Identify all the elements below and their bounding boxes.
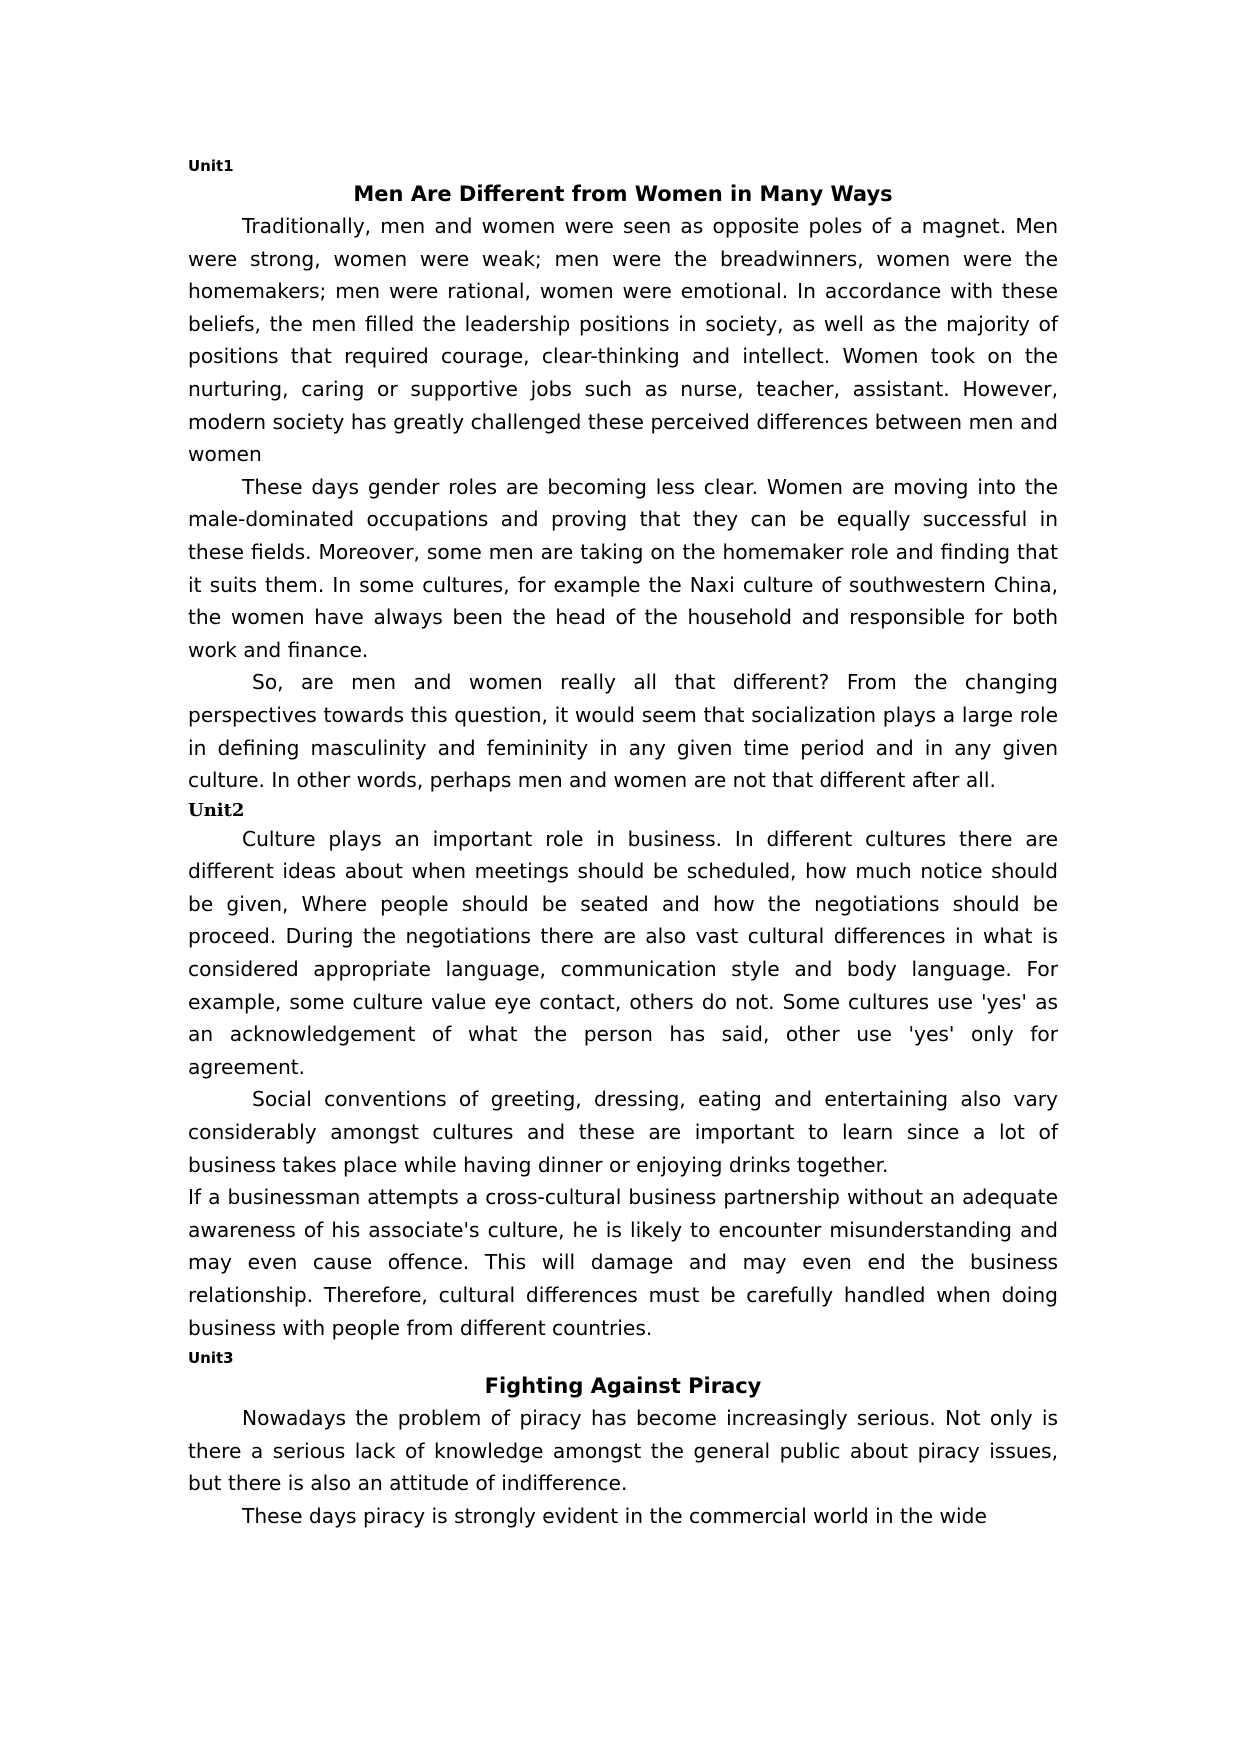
unit-label: Unit3 [188, 1349, 234, 1368]
document-page [188, 156, 1058, 1533]
paragraph: These days piracy is strongly evident in the commercial world in the wide [242, 1503, 987, 1528]
paragraph: If a businessman attempts a cross-cultural business partnership without an adequate awareness of his associate's culture, he is likely to encounter misunderstanding and may even cause offence. This will damage and may even end the business relationship. Therefore, cultural differences must be carefully handled when doing business with people from different countries. [188, 1185, 1058, 1340]
paragraph: Social conventions of greeting, dressing, eating and entertaining also vary considerably amongst cultures and these are important to learn since a lot of business takes place while having dinner or enjoying drinks together. [188, 1087, 1058, 1177]
unit-label: Unit1 [188, 157, 234, 175]
paragraph: Nowadays the problem of piracy has become increasingly serious. Not only is there a serious lack of knowledge amongst the general public about piracy issues, but there is also an attitude of indifference. [188, 1406, 1058, 1496]
paragraph: Traditionally, men and women were seen as opposite poles of a magnet. Men were strong, women were weak; men were the breadwinners, women were the homemakers; men were rational, women were emotional. In accordance with these beliefs, the men filled the leadership positions in society, as well as the majority of positions that required courage, clear-thinking and intellect. Women took on the nurturing, caring or supportive jobs such as nurse, teacher, assistant. However, modern society has greatly challenged these perceived differences between men and women [188, 214, 1058, 467]
article-title: Men Are Different from Women in Many Ways [353, 182, 893, 206]
unit-label: Unit2 [188, 799, 245, 821]
paragraph: So, are men and women really all that different? From the changing perspectives towards this question, it would seem that socialization plays a large role in defining masculinity and femininity in any given time period and in any given culture. In other words, perhaps men and women are not that different after all. [188, 670, 1058, 793]
article-title: Fighting Against Piracy [484, 1374, 762, 1399]
paragraph: Culture plays an important role in business. In different cultures there are different ideas about when meetings should be scheduled, how much notice should be given, Where people should be seated and how the negotiations should be proceed. During the negotiations there are also vast cultural differences in what is considered appropriate language, communication style and body language. For example, some culture value eye contact, others do not. Some cultures use 'yes' as an acknowledgement of what the person has said, other use 'yes' only for agreement. [188, 826, 1058, 1079]
paragraph: These days gender roles are becoming less clear. Women are moving into the male-dominated occupations and proving that they can be equally successful in these fields. Moreover, some men are taking on the homemaker role and finding that it suits them. In some cultures, for example the Naxi culture of southwestern China, the women have always been the head of the household and responsible for both work and finance. [188, 474, 1058, 662]
